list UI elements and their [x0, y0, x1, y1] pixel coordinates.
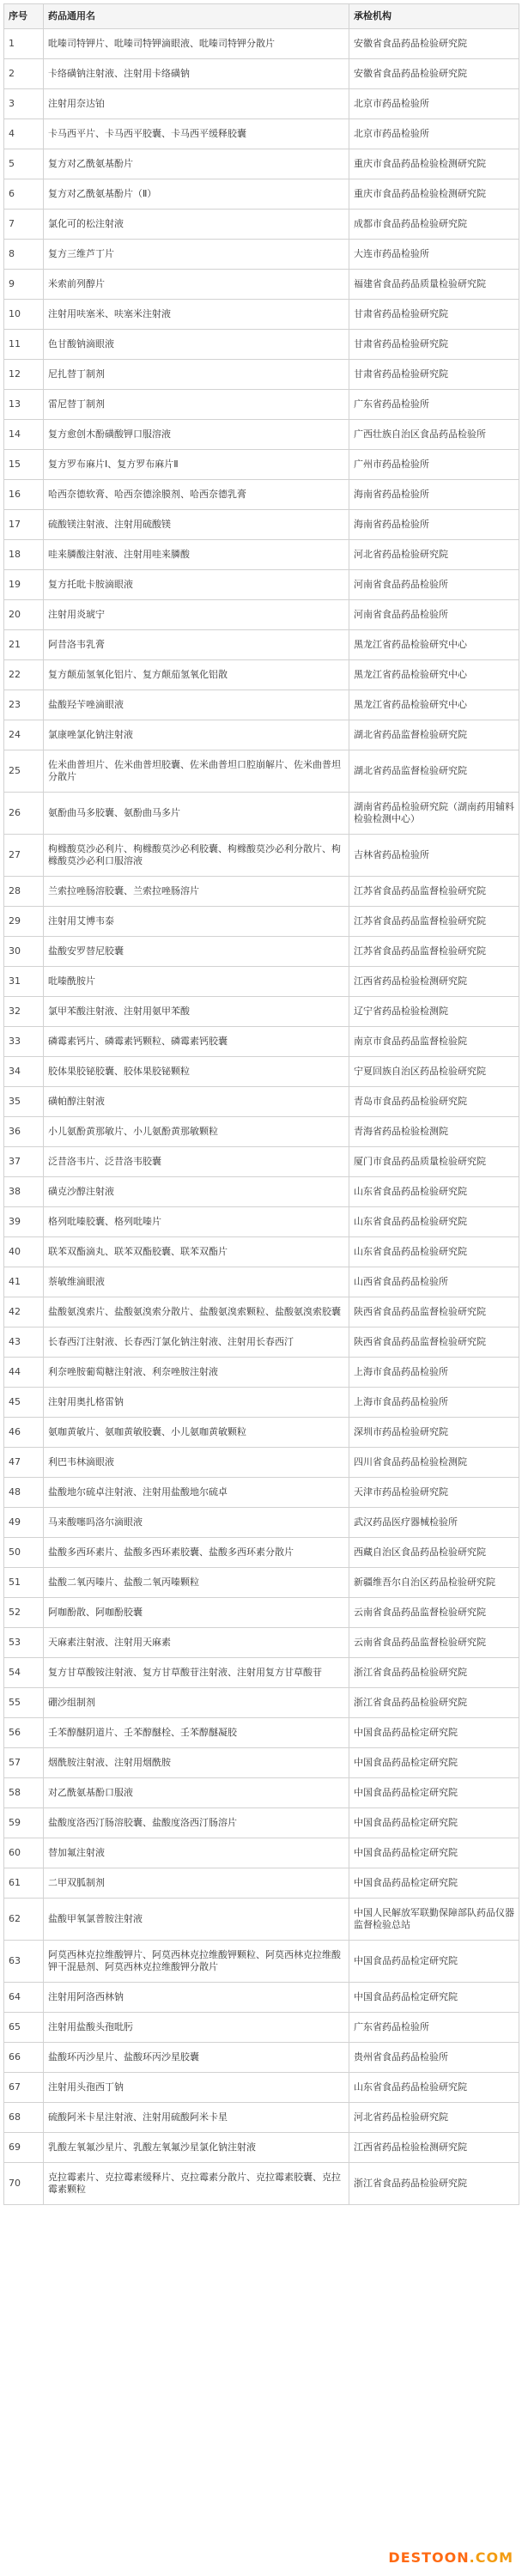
row-serial: 48 [4, 1478, 44, 1508]
table-row [4, 1448, 519, 1478]
row-drug-name: 注射用盐酸头孢吡肟 [44, 2013, 349, 2043]
table-row [4, 1207, 519, 1237]
row-serial: 68 [4, 2103, 44, 2133]
table-row [4, 690, 519, 720]
row-serial: 69 [4, 2133, 44, 2163]
row-institution: 重庆市食品药品检验检测研究院 [349, 179, 519, 210]
row-institution: 中国食品药品检定研究院 [349, 1718, 519, 1748]
table-row [4, 1177, 519, 1207]
row-serial: 44 [4, 1358, 44, 1388]
table-row [4, 600, 519, 630]
row-institution: 河南省食品药品检验所 [349, 570, 519, 600]
row-serial: 57 [4, 1748, 44, 1778]
header-drug-name: 药品通用名 [44, 4, 349, 29]
row-institution: 河北省药品检验研究院 [349, 540, 519, 570]
row-drug-name: 卡络磺钠注射液、注射用卡络磺钠 [44, 59, 349, 89]
row-serial: 29 [4, 907, 44, 937]
row-serial: 52 [4, 1598, 44, 1628]
row-institution: 江西省药品检验检测研究院 [349, 2133, 519, 2163]
row-institution: 宁夏回族自治区药品检验研究院 [349, 1057, 519, 1087]
row-drug-name: 佐米曲普坦片、佐米曲普坦胶囊、佐米曲普坦口腔崩解片、佐米曲普坦分散片 [44, 750, 349, 793]
table-row [4, 1658, 519, 1688]
table-row [4, 660, 519, 690]
row-institution: 广州市药品检验所 [349, 450, 519, 480]
row-institution: 北京市药品检验所 [349, 119, 519, 149]
row-drug-name: 注射用炎琥宁 [44, 600, 349, 630]
row-institution: 西藏自治区食品药品检验研究院 [349, 1538, 519, 1568]
table-row [4, 1688, 519, 1718]
row-institution: 成都市食品药品检验研究院 [349, 210, 519, 240]
row-drug-name: 复方三维芦丁片 [44, 240, 349, 270]
row-serial: 65 [4, 2013, 44, 2043]
table-row [4, 1941, 519, 1983]
row-drug-name: 硼沙组制剂 [44, 1688, 349, 1718]
row-institution: 黑龙江省药品检验研究中心 [349, 690, 519, 720]
row-institution: 江西省药品检验检测研究院 [349, 967, 519, 997]
row-drug-name: 克拉霉素片、克拉霉素缓释片、克拉霉素分散片、克拉霉素胶囊、克拉霉素颗粒 [44, 2163, 349, 2205]
row-drug-name: 格列吡嗪胶囊、格列吡嗪片 [44, 1207, 349, 1237]
row-institution: 北京市药品检验所 [349, 89, 519, 119]
row-drug-name: 盐酸度洛西汀肠溶胶囊、盐酸度洛西汀肠溶片 [44, 1808, 349, 1838]
table-row [4, 997, 519, 1027]
row-institution: 中国食品药品检定研究院 [349, 1838, 519, 1868]
row-serial: 62 [4, 1899, 44, 1941]
row-drug-name: 小儿氨酚黄那敏片、小儿氨酚黄那敏颗粒 [44, 1117, 349, 1147]
table-row [4, 1237, 519, 1267]
row-serial: 10 [4, 300, 44, 330]
table-row [4, 793, 519, 835]
row-institution: 贵州省食品药品检验所 [349, 2043, 519, 2073]
row-institution: 中国食品药品检定研究院 [349, 1941, 519, 1983]
table-row [4, 360, 519, 390]
row-serial: 20 [4, 600, 44, 630]
table-row [4, 59, 519, 89]
row-serial: 30 [4, 937, 44, 967]
row-drug-name: 乳酸左氧氟沙星片、乳酸左氧氟沙星氯化钠注射液 [44, 2133, 349, 2163]
row-institution: 中国人民解放军联勤保障部队药品仪器监督检验总站 [349, 1899, 519, 1941]
row-serial: 50 [4, 1538, 44, 1568]
row-institution: 山东省食品药品检验研究院 [349, 1207, 519, 1237]
table-row [4, 1838, 519, 1868]
row-institution: 中国食品药品检定研究院 [349, 1808, 519, 1838]
row-drug-name: 氨咖黄敏片、氨咖黄敏胶囊、小儿氨咖黄敏颗粒 [44, 1418, 349, 1448]
row-serial: 34 [4, 1057, 44, 1087]
table-row [4, 119, 519, 149]
table-header [4, 4, 519, 29]
drug-inspection-table [3, 3, 519, 2205]
row-drug-name: 盐酸安罗替尼胶囊 [44, 937, 349, 967]
table-row [4, 1718, 519, 1748]
row-institution: 山东省食品药品检验研究院 [349, 1177, 519, 1207]
row-institution: 湖北省药品监督检验研究院 [349, 750, 519, 793]
row-drug-name: 二甲双胍制剂 [44, 1868, 349, 1899]
row-institution: 中国食品药品检定研究院 [349, 1778, 519, 1808]
row-serial: 40 [4, 1237, 44, 1267]
row-institution: 武汉药品医疗器械检验所 [349, 1508, 519, 1538]
row-serial: 67 [4, 2073, 44, 2103]
row-drug-name: 氯康唑氯化钠注射液 [44, 720, 349, 750]
table-row [4, 390, 519, 420]
row-drug-name: 米索前列醇片 [44, 270, 349, 300]
table-row [4, 2163, 519, 2205]
row-drug-name: 磷霉素钙片、磷霉素钙颗粒、磷霉素钙胶囊 [44, 1027, 349, 1057]
table-row [4, 1057, 519, 1087]
row-institution: 南京市食品药品监督检验院 [349, 1027, 519, 1057]
row-drug-name: 盐酸甲氧氯普胺注射液 [44, 1899, 349, 1941]
table-row [4, 1087, 519, 1117]
row-serial: 18 [4, 540, 44, 570]
row-drug-name: 吡嗪酰胺片 [44, 967, 349, 997]
row-serial: 53 [4, 1628, 44, 1658]
row-drug-name: 阿昔洛韦乳膏 [44, 630, 349, 660]
row-drug-name: 泛昔洛韦片、泛昔洛韦胶囊 [44, 1147, 349, 1177]
row-institution: 厦门市食品药品质量检验研究院 [349, 1147, 519, 1177]
row-drug-name: 阿莫西林克拉维酸钾片、阿莫西林克拉维酸钾颗粒、阿莫西林克拉维酸钾干混悬剂、阿莫西林克拉维酸钾分散片 [44, 1941, 349, 1983]
row-serial: 43 [4, 1327, 44, 1358]
row-serial: 2 [4, 59, 44, 89]
row-institution: 中国食品药品检定研究院 [349, 1983, 519, 2013]
row-serial: 64 [4, 1983, 44, 2013]
row-institution: 山东省食品药品检验研究院 [349, 2073, 519, 2103]
table-row [4, 835, 519, 877]
row-institution: 安徽省食品药品检验研究院 [349, 59, 519, 89]
row-institution: 黑龙江省药品检验研究中心 [349, 630, 519, 660]
row-institution: 甘肃省药品检验研究院 [349, 330, 519, 360]
row-serial: 61 [4, 1868, 44, 1899]
row-institution: 青海省药品检验检测院 [349, 1117, 519, 1147]
header-institution: 承检机构 [349, 4, 519, 29]
row-serial: 14 [4, 420, 44, 450]
row-drug-name: 盐酸环丙沙星片、盐酸环丙沙星胶囊 [44, 2043, 349, 2073]
row-serial: 70 [4, 2163, 44, 2205]
row-institution: 山西省食品药品检验所 [349, 1267, 519, 1297]
row-serial: 22 [4, 660, 44, 690]
row-drug-name: 磺帕醇注射液 [44, 1087, 349, 1117]
table-row [4, 1478, 519, 1508]
row-institution: 广东省药品检验所 [349, 390, 519, 420]
row-institution: 河北省药品检验研究院 [349, 2103, 519, 2133]
watermark-brand: DESTOON [388, 2549, 470, 2566]
row-serial: 12 [4, 360, 44, 390]
table-row [4, 2133, 519, 2163]
row-drug-name: 联苯双酯滴丸、联苯双酯胶囊、联苯双酯片 [44, 1237, 349, 1267]
row-serial: 47 [4, 1448, 44, 1478]
row-drug-name: 天麻素注射液、注射用天麻素 [44, 1628, 349, 1658]
row-serial: 21 [4, 630, 44, 660]
row-serial: 31 [4, 967, 44, 997]
row-institution: 江苏省食品药品监督检验研究院 [349, 937, 519, 967]
header-serial: 序号 [4, 4, 44, 29]
row-serial: 38 [4, 1177, 44, 1207]
row-serial: 7 [4, 210, 44, 240]
destoon-watermark [388, 2549, 513, 2566]
table-row [4, 179, 519, 210]
row-serial: 11 [4, 330, 44, 360]
row-drug-name: 兰索拉唑肠溶胶囊、兰索拉唑肠溶片 [44, 877, 349, 907]
row-serial: 66 [4, 2043, 44, 2073]
table-row [4, 210, 519, 240]
table-row [4, 2073, 519, 2103]
row-institution: 福建省食品药品质量检验研究院 [349, 270, 519, 300]
row-serial: 33 [4, 1027, 44, 1057]
row-serial: 15 [4, 450, 44, 480]
row-institution: 海南省药品检验所 [349, 510, 519, 540]
row-serial: 63 [4, 1941, 44, 1983]
row-institution: 新疆维吾尔自治区药品检验研究院 [349, 1568, 519, 1598]
row-serial: 19 [4, 570, 44, 600]
row-institution: 深圳市药品检验研究院 [349, 1418, 519, 1448]
row-serial: 3 [4, 89, 44, 119]
table-row [4, 937, 519, 967]
row-institution: 安徽省食品药品检验研究院 [349, 29, 519, 59]
row-drug-name: 长春西汀注射液、长春西汀氯化钠注射液、注射用长春西汀 [44, 1327, 349, 1358]
row-serial: 27 [4, 835, 44, 877]
row-drug-name: 盐酸羟苄唑滴眼液 [44, 690, 349, 720]
row-drug-name: 复方罗布麻片Ⅰ、复方罗布麻片Ⅱ [44, 450, 349, 480]
table-row [4, 29, 519, 59]
row-drug-name: 盐酸多西环素片、盐酸多西环素胶囊、盐酸多西环素分散片 [44, 1538, 349, 1568]
table-row [4, 1808, 519, 1838]
row-institution: 陕西省食品药品监督检验研究院 [349, 1327, 519, 1358]
table-row [4, 510, 519, 540]
row-institution: 青岛市食品药品检验研究院 [349, 1087, 519, 1117]
row-drug-name: 复方对乙酰氨基酚片 [44, 149, 349, 179]
row-institution: 浙江省食品药品检验研究院 [349, 1658, 519, 1688]
row-drug-name: 复方愈创木酚磺酸钾口服溶液 [44, 420, 349, 450]
row-drug-name: 阿咖酚散、阿咖酚胶囊 [44, 1598, 349, 1628]
table-row [4, 1778, 519, 1808]
row-serial: 1 [4, 29, 44, 59]
row-institution: 甘肃省药品检验研究院 [349, 360, 519, 390]
row-drug-name: 胶体果胶铋胶囊、胶体果胶铋颗粒 [44, 1057, 349, 1087]
row-drug-name: 盐酸地尔硫卓注射液、注射用盐酸地尔硫卓 [44, 1478, 349, 1508]
row-serial: 13 [4, 390, 44, 420]
row-institution: 天津市药品检验研究院 [349, 1478, 519, 1508]
row-serial: 28 [4, 877, 44, 907]
row-serial: 55 [4, 1688, 44, 1718]
row-institution: 湖南省药品检验研究院（湖南药用辅料检验检测中心） [349, 793, 519, 835]
row-drug-name: 盐酸二氧丙嗪片、盐酸二氧丙嗪颗粒 [44, 1568, 349, 1598]
row-drug-name: 氯化可的松注射液 [44, 210, 349, 240]
table-row [4, 1297, 519, 1327]
row-institution: 河南省食品药品检验所 [349, 600, 519, 630]
table-row [4, 1868, 519, 1899]
row-institution: 陕西省食品药品监督检验研究院 [349, 1297, 519, 1327]
row-serial: 6 [4, 179, 44, 210]
table-row [4, 480, 519, 510]
row-institution: 中国食品药品检定研究院 [349, 1748, 519, 1778]
table-row [4, 420, 519, 450]
row-serial: 36 [4, 1117, 44, 1147]
table-row [4, 1748, 519, 1778]
row-institution: 江苏省食品药品监督检验研究院 [349, 907, 519, 937]
table-row [4, 270, 519, 300]
table-row [4, 907, 519, 937]
row-serial: 42 [4, 1297, 44, 1327]
table-row [4, 1267, 519, 1297]
row-institution: 吉林省药品检验所 [349, 835, 519, 877]
row-institution: 海南省药品检验所 [349, 480, 519, 510]
row-drug-name: 卡马西平片、卡马西平胶囊、卡马西平缓释胶囊 [44, 119, 349, 149]
row-drug-name: 雷尼替丁制剂 [44, 390, 349, 420]
table-row [4, 1117, 519, 1147]
row-drug-name: 复方托吡卡胺滴眼液 [44, 570, 349, 600]
row-serial: 23 [4, 690, 44, 720]
table-row [4, 720, 519, 750]
row-drug-name: 注射用奈达铂 [44, 89, 349, 119]
row-drug-name: 萘敏维滴眼液 [44, 1267, 349, 1297]
row-drug-name: 烟酰胺注射液、注射用烟酰胺 [44, 1748, 349, 1778]
row-institution: 上海市食品药品检验所 [349, 1388, 519, 1418]
row-serial: 5 [4, 149, 44, 179]
table-row [4, 1147, 519, 1177]
document-page [3, 3, 519, 2205]
row-drug-name: 替加氟注射液 [44, 1838, 349, 1868]
row-drug-name: 哈西奈德软膏、哈西奈德涂膜剂、哈西奈德乳膏 [44, 480, 349, 510]
row-institution: 山东省食品药品检验研究院 [349, 1237, 519, 1267]
row-serial: 39 [4, 1207, 44, 1237]
row-drug-name: 硫酸阿米卡星注射液、注射用硫酸阿米卡星 [44, 2103, 349, 2133]
table-row [4, 1388, 519, 1418]
watermark-tld: .COM [469, 2549, 513, 2566]
row-serial: 59 [4, 1808, 44, 1838]
table-row [4, 2013, 519, 2043]
table-row [4, 877, 519, 907]
row-drug-name: 复方颠茄氢氧化铝片、复方颠茄氢氧化铝散 [44, 660, 349, 690]
row-drug-name: 注射用艾博韦泰 [44, 907, 349, 937]
table-row [4, 540, 519, 570]
row-institution: 中国食品药品检定研究院 [349, 1868, 519, 1899]
row-drug-name: 对乙酰氨基酚口服液 [44, 1778, 349, 1808]
row-drug-name: 注射用头孢西丁钠 [44, 2073, 349, 2103]
table-row [4, 1538, 519, 1568]
table-row [4, 89, 519, 119]
table-row [4, 330, 519, 360]
row-serial: 9 [4, 270, 44, 300]
row-serial: 54 [4, 1658, 44, 1688]
row-drug-name: 吡嗪司特钾片、吡嗪司特钾滴眼液、吡嗪司特钾分散片 [44, 29, 349, 59]
row-serial: 49 [4, 1508, 44, 1538]
table-row [4, 570, 519, 600]
row-serial: 8 [4, 240, 44, 270]
row-drug-name: 复方甘草酸铵注射液、复方甘草酸苷注射液、注射用复方甘草酸苷 [44, 1658, 349, 1688]
row-institution: 云南省食品药品监督检验研究院 [349, 1598, 519, 1628]
row-drug-name: 利巴韦林滴眼液 [44, 1448, 349, 1478]
table-row [4, 300, 519, 330]
table-row [4, 1358, 519, 1388]
table-row [4, 149, 519, 179]
table-row [4, 1983, 519, 2013]
row-institution: 辽宁省药品检验检测院 [349, 997, 519, 1027]
table-row [4, 1899, 519, 1941]
row-serial: 37 [4, 1147, 44, 1177]
row-serial: 25 [4, 750, 44, 793]
row-serial: 41 [4, 1267, 44, 1297]
row-serial: 46 [4, 1418, 44, 1448]
table-row [4, 967, 519, 997]
row-institution: 湖北省药品监督检验研究院 [349, 720, 519, 750]
row-serial: 17 [4, 510, 44, 540]
row-serial: 24 [4, 720, 44, 750]
row-institution: 大连市药品检验所 [349, 240, 519, 270]
table-row [4, 750, 519, 793]
row-institution: 甘肃省药品检验研究院 [349, 300, 519, 330]
row-drug-name: 氯甲苯酸注射液、注射用氨甲苯酸 [44, 997, 349, 1027]
row-institution: 浙江省食品药品检验研究院 [349, 2163, 519, 2205]
row-institution: 黑龙江省药品检验研究中心 [349, 660, 519, 690]
row-serial: 51 [4, 1568, 44, 1598]
row-institution: 江苏省食品药品监督检验研究院 [349, 877, 519, 907]
row-serial: 45 [4, 1388, 44, 1418]
row-drug-name: 枸橼酸莫沙必利片、枸橼酸莫沙必利胶囊、枸橼酸莫沙必利分散片、枸橼酸莫沙必利口服溶液 [44, 835, 349, 877]
table-row [4, 450, 519, 480]
table-row [4, 1598, 519, 1628]
row-institution: 重庆市食品药品检验检测研究院 [349, 149, 519, 179]
table-row [4, 1327, 519, 1358]
row-drug-name: 注射用呋塞米、呋塞米注射液 [44, 300, 349, 330]
table-row [4, 1418, 519, 1448]
row-drug-name: 注射用奥扎格雷钠 [44, 1388, 349, 1418]
row-serial: 58 [4, 1778, 44, 1808]
row-drug-name: 马来酸噻吗洛尔滴眼液 [44, 1508, 349, 1538]
table-row [4, 1628, 519, 1658]
header-row [4, 4, 519, 29]
row-serial: 60 [4, 1838, 44, 1868]
row-drug-name: 色甘酸钠滴眼液 [44, 330, 349, 360]
table-row [4, 1568, 519, 1598]
table-row [4, 1508, 519, 1538]
row-drug-name: 注射用阿洛西林钠 [44, 1983, 349, 2013]
row-institution: 浙江省食品药品检验研究院 [349, 1688, 519, 1718]
table-body [4, 29, 519, 2205]
row-drug-name: 利奈唑胺葡萄糖注射液、利奈唑胺注射液 [44, 1358, 349, 1388]
table-row [4, 240, 519, 270]
row-drug-name: 尼扎替丁制剂 [44, 360, 349, 390]
row-drug-name: 哇来膦酸注射液、注射用哇来膦酸 [44, 540, 349, 570]
row-serial: 16 [4, 480, 44, 510]
row-serial: 4 [4, 119, 44, 149]
row-serial: 56 [4, 1718, 44, 1748]
row-drug-name: 硫酸镁注射液、注射用硫酸镁 [44, 510, 349, 540]
row-institution: 云南省食品药品监督检验研究院 [349, 1628, 519, 1658]
row-drug-name: 盐酸氨溴索片、盐酸氨溴索分散片、盐酸氨溴索颗粒、盐酸氨溴索胶囊 [44, 1297, 349, 1327]
row-institution: 四川省食品药品检验检测院 [349, 1448, 519, 1478]
row-institution: 广东省药品检验所 [349, 2013, 519, 2043]
table-row [4, 630, 519, 660]
row-drug-name: 磺克沙醇注射液 [44, 1177, 349, 1207]
table-row [4, 1027, 519, 1057]
row-drug-name: 氨酚曲马多胶囊、氨酚曲马多片 [44, 793, 349, 835]
row-drug-name: 复方对乙酰氨基酚片（Ⅱ） [44, 179, 349, 210]
row-institution: 广西壮族自治区食品药品检验所 [349, 420, 519, 450]
row-drug-name: 壬苯醇醚阴道片、壬苯醇醚栓、壬苯醇醚凝胶 [44, 1718, 349, 1748]
table-row [4, 2043, 519, 2073]
row-serial: 35 [4, 1087, 44, 1117]
row-serial: 26 [4, 793, 44, 835]
table-row [4, 2103, 519, 2133]
row-serial: 32 [4, 997, 44, 1027]
row-institution: 上海市食品药品检验所 [349, 1358, 519, 1388]
